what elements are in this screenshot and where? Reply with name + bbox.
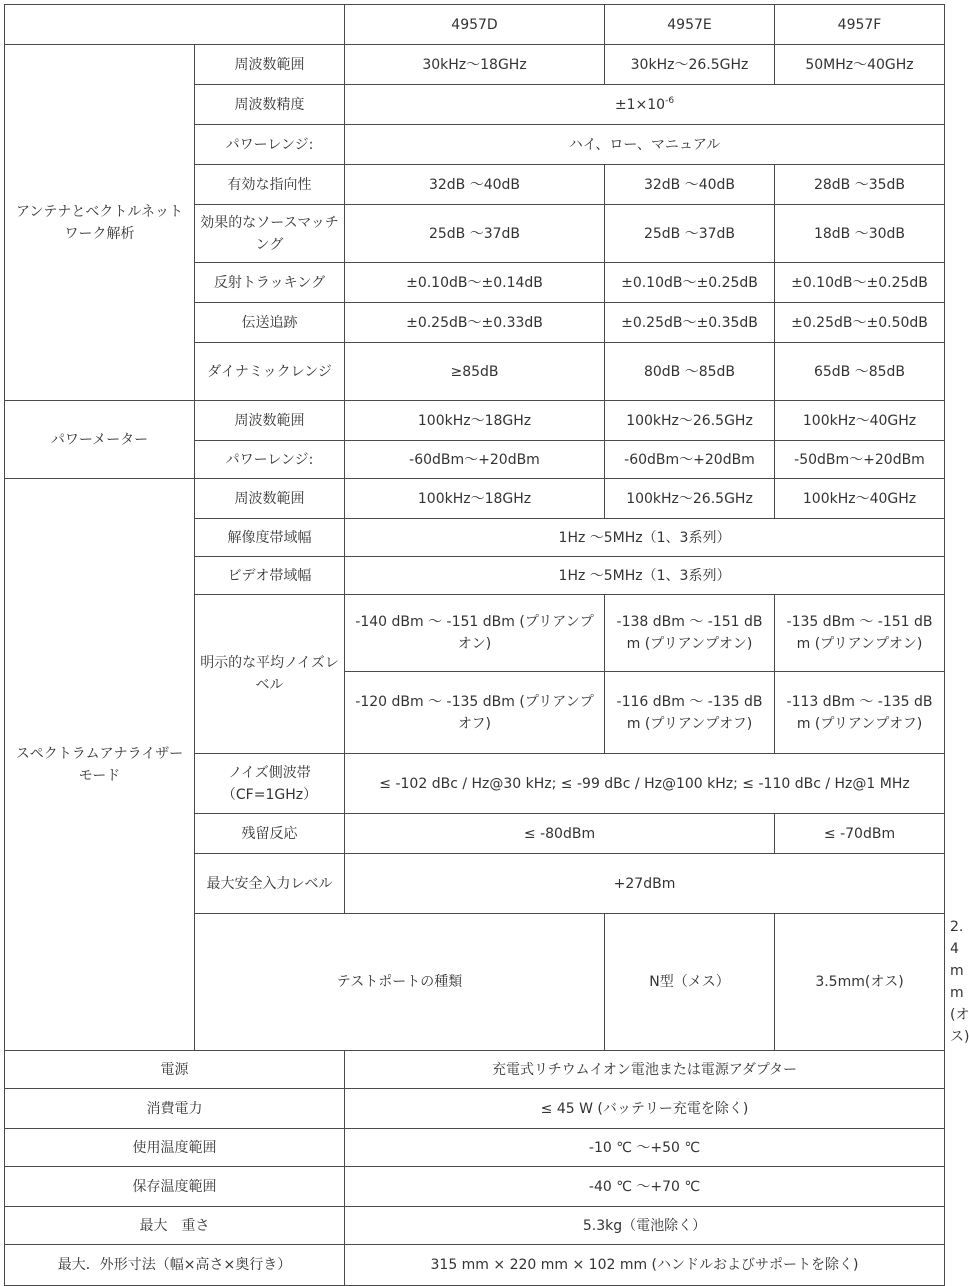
group-antenna: アンテナとベクトルネットワーク解析 <box>5 45 195 401</box>
phase-noise-sublabel: （CF=1GHz） <box>221 786 318 803</box>
row-label: 反射トラッキング <box>195 263 345 303</box>
row-label: 残留反応 <box>195 814 345 854</box>
row-label: 電源 <box>5 1051 345 1089</box>
cell-value: 30kHz～26.5GHz <box>605 45 775 85</box>
cell-value: N型（メス） <box>605 914 775 1051</box>
table-row <box>5 1089 945 1129</box>
cell-value: -140 dBm ～ -151 dBm (プリアンプオン) <box>345 595 605 672</box>
row-label: 周波数範囲 <box>195 479 345 519</box>
model-4957e: 4957E <box>605 5 775 45</box>
row-label: 効果的なソースマッチング <box>195 205 345 263</box>
cell-value: 32dB ～40dB <box>345 165 605 205</box>
cell-value: 18dB ～30dB <box>775 205 945 263</box>
table-row <box>5 45 945 85</box>
cell-value: -60dBm～+20dBm <box>605 441 775 479</box>
spec-table <box>4 4 969 1286</box>
cell-value: ≤ -80dBm <box>345 814 775 854</box>
table-row <box>5 1167 945 1207</box>
row-label: 伝送追跡 <box>195 303 345 343</box>
freq-accuracy-base: ±1×10 <box>614 96 666 113</box>
cell-value: ハイ、ロー、マニュアル <box>345 125 945 165</box>
cell-value: 65dB ～85dB <box>775 343 945 401</box>
row-label: ダイナミックレンジ <box>195 343 345 401</box>
header-row <box>5 5 945 45</box>
row-label: 明示的な平均ノイズレベル <box>195 595 345 754</box>
cell-value: 100kHz～26.5GHz <box>605 401 775 441</box>
cell-value: ≤ -70dBm <box>775 814 945 854</box>
cell-value: ±0.10dB～±0.14dB <box>345 263 605 303</box>
model-4957f: 4957F <box>775 5 945 45</box>
row-label: 有効な指向性 <box>195 165 345 205</box>
freq-accuracy-value <box>345 85 945 125</box>
cell-value: 25dB ～37dB <box>345 205 605 263</box>
cell-value: -116 dBm ～ -135 dBm (プリアンプオフ) <box>605 672 775 754</box>
cell-value: -40 ℃ ～+70 ℃ <box>345 1167 945 1207</box>
freq-accuracy-exponent: -6 <box>665 95 675 106</box>
cell-value: -60dBm～+20dBm <box>345 441 605 479</box>
cell-value: 100kHz～18GHz <box>345 401 605 441</box>
cell-value: ≤ -102 dBc / Hz@30 kHz; ≤ -99 dBc / Hz@100 kHz; ≤ -110 dBc / Hz@1 MHz <box>345 754 945 814</box>
row-label: 最大 重さ <box>5 1207 345 1245</box>
table-row <box>5 401 945 441</box>
row-label: パワーレンジ: <box>195 441 345 479</box>
cell-value: -135 dBm ～ -151 dBm (プリアンプオン) <box>775 595 945 672</box>
row-label: 使用温度範囲 <box>5 1129 345 1167</box>
cell-value: 30kHz～18GHz <box>345 45 605 85</box>
group-spectrum-analyzer: スペクトラムアナライザーモード <box>5 479 195 1051</box>
cell-value: -50dBm～+20dBm <box>775 441 945 479</box>
row-label: 周波数範囲 <box>195 401 345 441</box>
cell-value: 1Hz ～5MHz（1、3系列） <box>345 557 945 595</box>
cell-value: 1Hz ～5MHz（1、3系列） <box>345 519 945 557</box>
row-label: 最大．外形寸法（幅×高さ×奥行き） <box>5 1245 345 1286</box>
cell-value: -10 ℃ ～+50 ℃ <box>345 1129 945 1167</box>
row-label: 保存温度範囲 <box>5 1167 345 1207</box>
cell-value: -113 dBm ～ -135 dBm (プリアンプオフ) <box>775 672 945 754</box>
cell-value: ±0.25dB～±0.50dB <box>775 303 945 343</box>
cell-value: 100kHz～18GHz <box>345 479 605 519</box>
row-label: 消費電力 <box>5 1089 345 1129</box>
header-empty-cell <box>5 5 345 45</box>
phase-noise-label: ノイズ側波帯 <box>228 764 311 781</box>
table-row: テストポートの種類 N型（メス） 3.5mm(オス) 2.4mm(オス) <box>5 914 945 1051</box>
group-power-meter: パワーメーター <box>5 401 195 479</box>
cell-value: 32dB ～40dB <box>605 165 775 205</box>
cell-value: -138 dBm ～ -151 dBm (プリアンプオン) <box>605 595 775 672</box>
row-label: 最大安全入力レベル <box>195 854 345 914</box>
cell-value: 100kHz～26.5GHz <box>605 479 775 519</box>
cell-value: 28dB ～35dB <box>775 165 945 205</box>
row-label: ビデオ帯域幅 <box>195 557 345 595</box>
cell-value: 3.5mm(オス) <box>775 914 945 1051</box>
table-row <box>5 1129 945 1167</box>
table-row <box>5 1051 945 1089</box>
cell-value: ≥85dB <box>345 343 605 401</box>
cell-value: 充電式リチウムイオン電池または電源アダプター <box>345 1051 945 1089</box>
table-row <box>5 1245 945 1286</box>
cell-value: 315 mm × 220 mm × 102 mm (ハンドルおよびサポートを除く) <box>345 1245 945 1286</box>
table-row <box>5 1207 945 1245</box>
cell-value: ±0.25dB～±0.33dB <box>345 303 605 343</box>
row-label: パワーレンジ: <box>195 125 345 165</box>
cell-value: ±0.10dB～±0.25dB <box>605 263 775 303</box>
cell-value: ≤ 45 W (バッテリー充電を除く) <box>345 1089 945 1129</box>
cell-value: 50MHz～40GHz <box>775 45 945 85</box>
cell-value: -120 dBm ～ -135 dBm (プリアンプオフ) <box>345 672 605 754</box>
row-label: 周波数範囲 <box>195 45 345 85</box>
row-label: 周波数精度 <box>195 85 345 125</box>
cell-value: ±0.10dB～±0.25dB <box>775 263 945 303</box>
cell-value: 5.3kg（電池除く） <box>345 1207 945 1245</box>
cell-value: ±0.25dB～±0.35dB <box>605 303 775 343</box>
row-label: テストポートの種類 <box>195 914 605 1051</box>
row-label <box>195 754 345 814</box>
cell-value: 80dB ～85dB <box>605 343 775 401</box>
cell-value: +27dBm <box>345 854 945 914</box>
model-4957d: 4957D <box>345 5 605 45</box>
table-row <box>5 479 945 519</box>
row-label: 解像度帯域幅 <box>195 519 345 557</box>
cell-value: 100kHz～40GHz <box>775 479 945 519</box>
cell-value: 25dB ～37dB <box>605 205 775 263</box>
cell-value: 100kHz～40GHz <box>775 401 945 441</box>
